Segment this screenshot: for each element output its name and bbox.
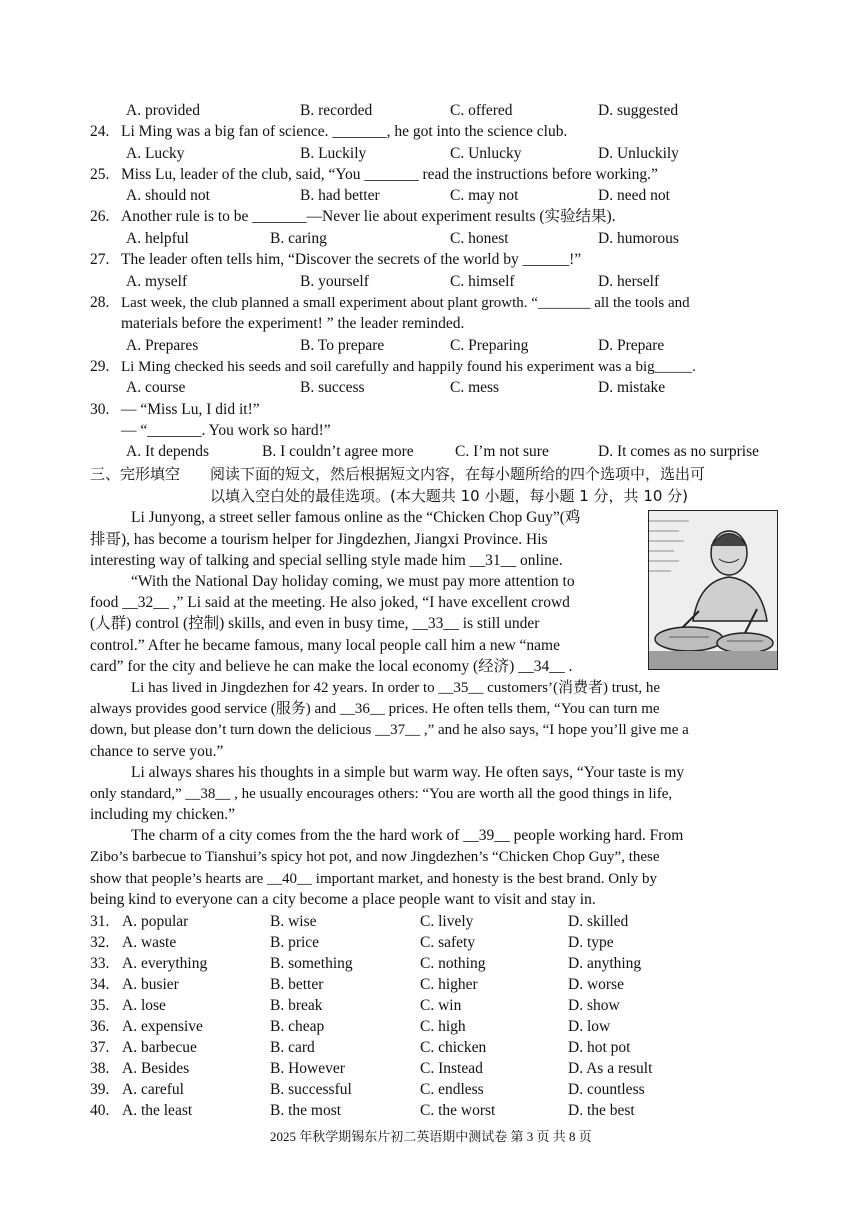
passage-line: 排哥), has become a tourism helper for Jingdezhen, Jiangxi Province. His xyxy=(90,531,548,548)
option-c: C. win xyxy=(420,997,462,1014)
question-24 xyxy=(0,122,867,143)
question-text: Last week, the club planned a small experiment about plant growth. “_______ all the tools and xyxy=(121,295,690,311)
dialogue-line-1: — “Miss Lu, I did it!” xyxy=(121,401,260,418)
illustration-svg xyxy=(649,511,777,669)
passage-line: interesting way of talking and special selling style made him __31__ online. xyxy=(90,552,563,569)
option-c: C. Preparing xyxy=(450,337,529,354)
question-number: 33. xyxy=(90,955,110,972)
chicken-chop-guy-illustration xyxy=(648,510,778,670)
section-heading xyxy=(0,464,867,485)
option-b: B. success xyxy=(300,379,365,396)
option-a: A. helpful xyxy=(126,230,189,247)
option-b: B. better xyxy=(270,976,324,993)
option-d: D. low xyxy=(568,1018,611,1035)
option-c: C. Instead xyxy=(420,1060,483,1077)
question-26 xyxy=(0,207,867,228)
option-d: D. suggested xyxy=(598,102,679,119)
section-label: 三、完形填空 xyxy=(90,465,181,483)
passage-line: food __32__ ,” Li said at the meeting. He also joked, “I have excellent crowd xyxy=(90,594,570,611)
question-text: Miss Lu, leader of the club, said, “You _______ read the instructions before working.” xyxy=(121,166,658,183)
option-d: D. Unluckily xyxy=(598,145,679,162)
option-b: B. something xyxy=(270,955,353,972)
passage-line: always provides good service (服务) and __36__ prices. He often tells them, “You can turn me xyxy=(90,701,660,717)
option-b: B. However xyxy=(270,1060,345,1077)
question-number: 31. xyxy=(90,913,110,930)
option-a: A. should not xyxy=(126,187,210,204)
option-a: A. It depends xyxy=(126,443,210,460)
question-27 xyxy=(0,250,867,271)
passage-line: Li Junyong, a street seller famous online as the “Chicken Chop Guy”(鸡 xyxy=(131,509,581,526)
option-b: B. Luckily xyxy=(300,145,367,162)
option-a: A. course xyxy=(126,379,186,396)
question-30-cont xyxy=(0,421,867,442)
option-b: B. break xyxy=(270,997,323,1014)
option-a: A. lose xyxy=(122,997,166,1014)
passage-line: Zibo’s barbecue to Tianshui’s spicy hot pot, and now Jingdezhen’s “Chicken Chop Guy”, these xyxy=(90,849,660,865)
question-25 xyxy=(0,165,867,186)
option-d: D. mistake xyxy=(598,379,666,396)
option-a: A. Prepares xyxy=(126,337,199,354)
option-d: D. hot pot xyxy=(568,1039,631,1056)
question-number: 39. xyxy=(90,1081,110,1098)
option-b: B. recorded xyxy=(300,102,373,119)
option-b: B. cheap xyxy=(270,1018,325,1035)
option-c: C. himself xyxy=(450,273,515,290)
option-b: B. card xyxy=(270,1039,315,1056)
option-c: C. high xyxy=(420,1018,466,1035)
question-number: 27. xyxy=(90,251,110,268)
option-d: D. humorous xyxy=(598,230,679,247)
option-d: D. countless xyxy=(568,1081,645,1098)
option-b: B. caring xyxy=(270,230,327,247)
question-text-cont: materials before the experiment! ” the leader reminded. xyxy=(121,315,465,332)
option-c: C. lively xyxy=(420,913,474,930)
passage-line: Li has lived in Jingdezhen for 42 years. In order to __35__ customers’(消费者) trust, he xyxy=(131,680,661,696)
option-c: C. honest xyxy=(450,230,509,247)
question-number: 32. xyxy=(90,934,110,951)
option-d: D. It comes as no surprise xyxy=(598,443,759,460)
question-text: Li Ming was a big fan of science. _______, he got into the science club. xyxy=(121,123,568,140)
option-d: D. skilled xyxy=(568,913,629,930)
option-c: C. higher xyxy=(420,976,478,993)
option-c: C. mess xyxy=(450,379,500,396)
option-d: D. herself xyxy=(598,273,660,290)
option-a: A. provided xyxy=(126,102,201,119)
question-number: 26. xyxy=(90,208,110,225)
option-c: C. I’m not sure xyxy=(455,443,549,460)
question-28-cont xyxy=(0,314,867,335)
question-number: 25. xyxy=(90,166,110,183)
option-a: A. expensive xyxy=(122,1018,203,1035)
section-heading-cont xyxy=(0,486,867,507)
passage-line: including my chicken.” xyxy=(90,806,236,823)
option-c: C. offered xyxy=(450,102,513,119)
option-d: D. worse xyxy=(568,976,624,993)
question-number: 38. xyxy=(90,1060,110,1077)
option-c: C. endless xyxy=(420,1081,484,1098)
passage-line: control.” After he became famous, many local people call him a new “name xyxy=(90,637,560,654)
option-b: B. wise xyxy=(270,913,317,930)
question-number: 37. xyxy=(90,1039,110,1056)
passage-line: show that people’s hearts are __40__ important market, and honesty is the best brand. Only by xyxy=(90,871,657,887)
option-d: D. the best xyxy=(568,1102,635,1119)
option-a: A. Besides xyxy=(122,1060,190,1077)
option-a: A. barbecue xyxy=(122,1039,197,1056)
option-a: A. myself xyxy=(126,273,188,290)
option-c: C. may not xyxy=(450,187,519,204)
option-b: B. price xyxy=(270,934,320,951)
question-text: Another rule is to be _______—Never lie about experiment results (实验结果). xyxy=(121,208,616,225)
passage-line: card” for the city and believe he can make the local economy (经济) __34__ . xyxy=(90,658,573,675)
passage-line: being kind to everyone can a city become a place people want to visit and stay in. xyxy=(90,891,596,908)
question-number: 34. xyxy=(90,976,110,993)
question-number: 40. xyxy=(90,1102,110,1119)
passage-line: The charm of a city comes from the the hard work of __39__ people working hard. From xyxy=(131,827,684,844)
question-28 xyxy=(0,293,867,314)
question-number: 24. xyxy=(90,123,110,140)
section-instruction: 阅读下面的短文，然后根据短文内容，在每小题所给的四个选项中，选出可 xyxy=(210,465,706,483)
option-b: B. To prepare xyxy=(300,337,385,354)
option-a: A. everything xyxy=(122,955,208,972)
option-b: B. yourself xyxy=(300,273,369,290)
question-number: 29. xyxy=(90,358,110,375)
option-a: A. popular xyxy=(122,913,189,930)
option-a: A. careful xyxy=(122,1081,184,1098)
option-c: C. nothing xyxy=(420,955,486,972)
option-b: B. had better xyxy=(300,187,380,204)
question-text: Li Ming checked his seeds and soil carefully and happily found his experiment was a big_____. xyxy=(121,359,696,375)
option-b: B. I couldn’t agree more xyxy=(262,443,414,460)
question-30 xyxy=(0,400,867,421)
page-footer: 2025 年秋学期锡东片初二英语期中测试卷 第 3 页 共 8 页 xyxy=(270,1129,592,1144)
option-d: D. Prepare xyxy=(598,337,665,354)
option-c: C. safety xyxy=(420,934,476,951)
question-number: 28. xyxy=(90,294,110,311)
option-d: D. anything xyxy=(568,955,642,972)
option-a: A. waste xyxy=(122,934,177,951)
question-29 xyxy=(0,357,867,378)
passage-line: down, but please don’t turn down the delicious __37__ ,” and he also says, “I hope you’ll give me a xyxy=(90,722,689,738)
section-instruction-cont: 以填入空白处的最佳选项。(本大题共 10 小题，每小题 1 分，共 10 分) xyxy=(210,487,689,505)
option-c: C. Unlucky xyxy=(450,145,522,162)
passage-line: Li always shares his thoughts in a simple but warm way. He often says, “Your taste is my xyxy=(131,764,685,781)
option-c: C. the worst xyxy=(420,1102,496,1119)
dialogue-line-2: — “_______. You work so hard!” xyxy=(121,422,331,439)
passage-line: only standard,” __38__ , he usually encourages others: “You are worth all the good things in life, xyxy=(90,786,673,802)
question-text: The leader often tells him, “Discover the secrets of the world by ______!” xyxy=(121,251,582,268)
option-d: D. need not xyxy=(598,187,670,204)
passage-line: “With the National Day holiday coming, we must pay more attention to xyxy=(131,573,575,590)
option-b: B. successful xyxy=(270,1081,352,1098)
option-d: D. type xyxy=(568,934,614,951)
option-a: A. the least xyxy=(122,1102,193,1119)
question-number: 30. xyxy=(90,401,110,418)
option-b: B. the most xyxy=(270,1102,342,1119)
option-d: D. show xyxy=(568,997,620,1014)
passage-line: (人群) control (控制) skills, and even in busy time, __33__ is still under xyxy=(90,615,540,632)
question-number: 36. xyxy=(90,1018,110,1035)
option-a: A. Lucky xyxy=(126,145,185,162)
option-c: C. chicken xyxy=(420,1039,487,1056)
passage-line: chance to serve you.” xyxy=(90,743,224,760)
option-d: D. As a result xyxy=(568,1060,653,1077)
question-number: 35. xyxy=(90,997,110,1014)
option-a: A. busier xyxy=(122,976,179,993)
